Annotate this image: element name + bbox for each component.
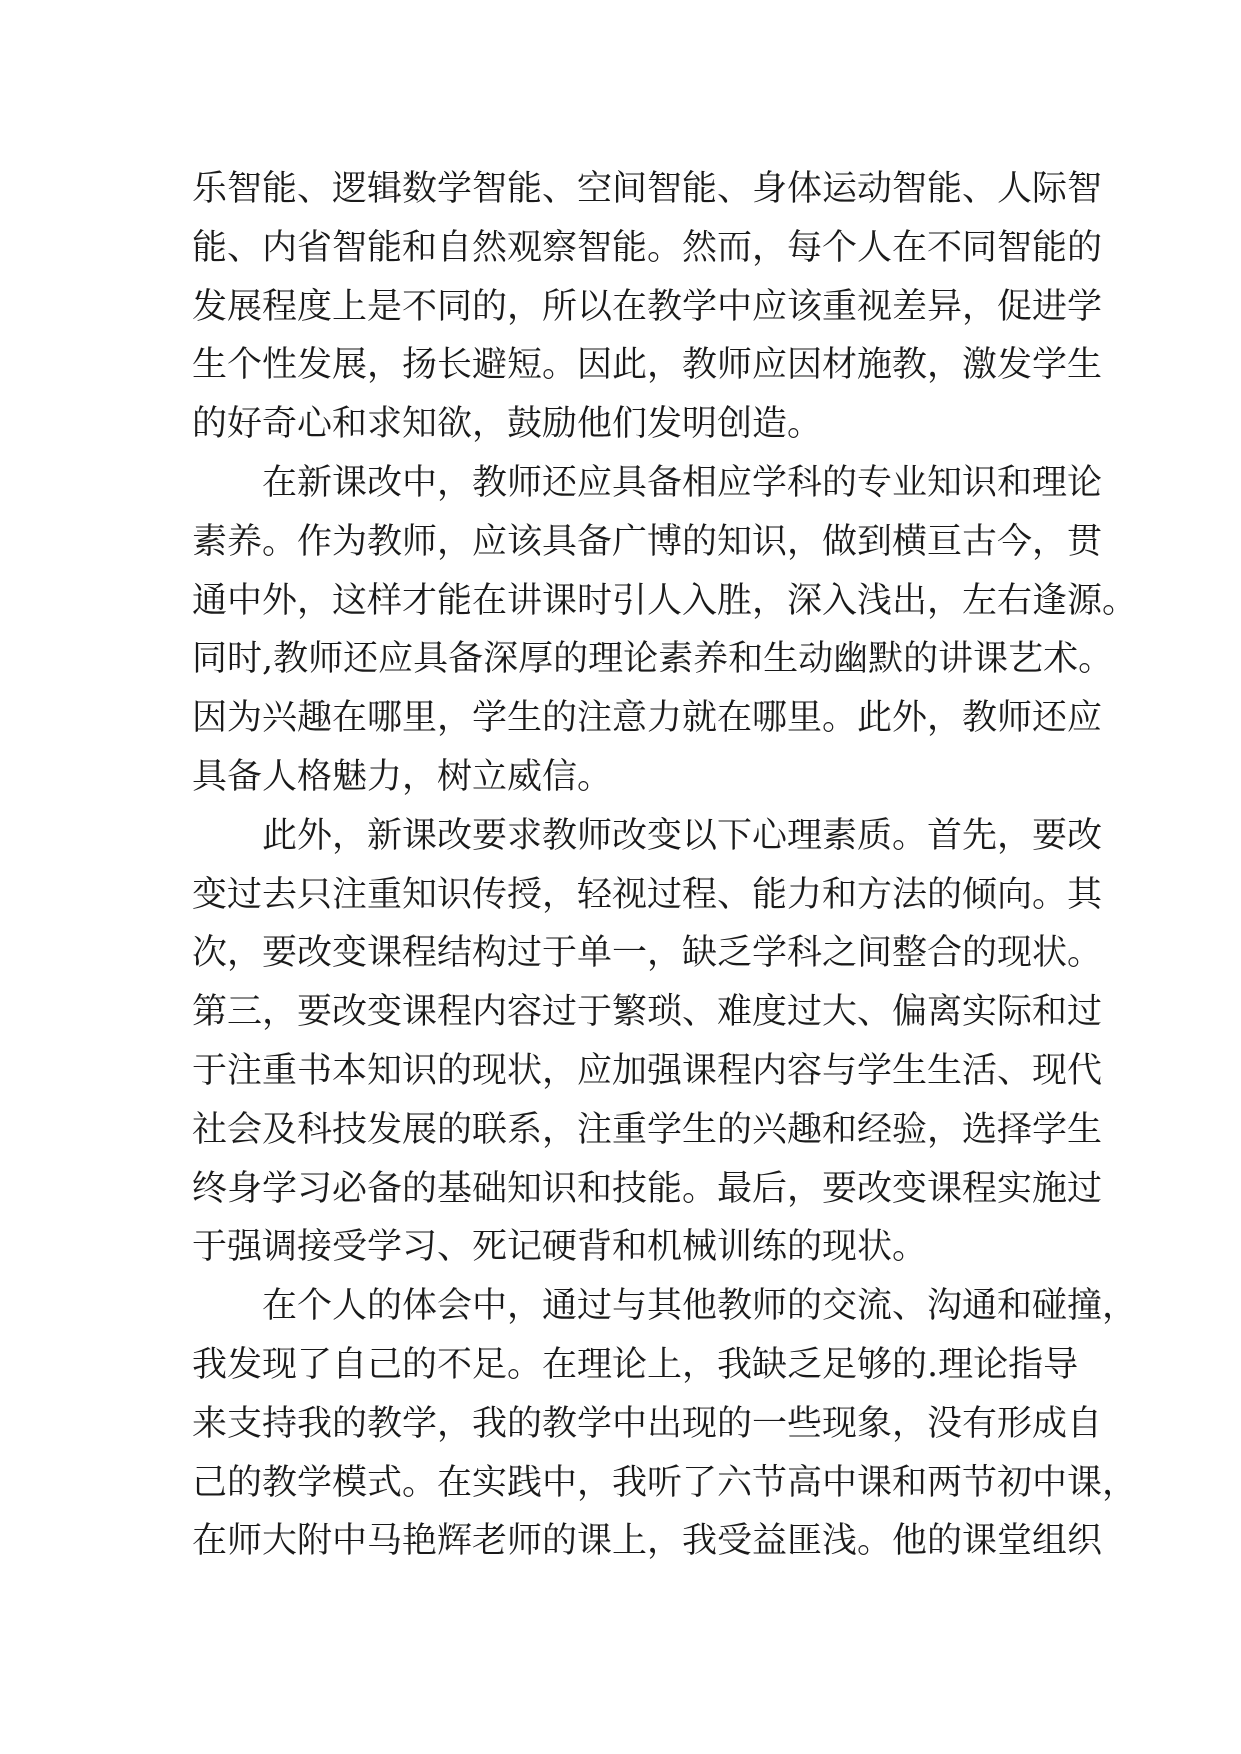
text-line: 第三，要改变课程内容过于繁琐、难度过大、偏离实际和过 [192,992,1103,1033]
text-line: 因为兴趣在哪里，学生的注意力就在哪里。此外，教师还应 [192,698,1103,739]
text-line: 此外，新课改要求教师改变以下心理素质。首先，要改 [262,815,1103,856]
text-line: 终身学习必备的基础知识和技能。最后，要改变课程实施过 [192,1168,1103,1209]
paragraph-2 [192,454,1138,807]
text-line: 通中外，这样才能在讲课时引人入胜，深入浅出，左右逢源。 [192,580,1138,621]
text-line: 社会及科技发展的联系，注重学生的兴趣和经验，选择学生 [192,1109,1103,1150]
paragraph-3 [192,807,1103,1277]
text-line: 生个性发展，扬长避短。因此，教师应因材施教，激发学生 [192,345,1103,386]
text-line: 具备人格魅力，树立威信。 [192,756,613,797]
text-line: 能、内省智能和自然观察智能。然而，每个人在不同智能的 [192,227,1103,268]
text-line: 在新课改中，教师还应具备相应学科的专业知识和理论 [262,462,1103,503]
text-line: 的好奇心和求知欲，鼓励他们发明创造。 [192,404,823,445]
text-line: 己的教学模式。在实践中，我听了六节高中课和两节初中课， [192,1462,1138,1503]
text-line: 变过去只注重知识传授，轻视过程、能力和方法的倾向。其 [192,874,1103,915]
text-line: 于注重书本知识的现状，应加强课程内容与学生生活、现代 [192,1050,1103,1091]
text-line: 我发现了自己的不足。在理论上，我缺乏足够的.理论指导 [192,1344,1079,1385]
paragraph-1 [192,160,1103,454]
text-line: 来支持我的教学，我的教学中出现的一些现象，没有形成自 [192,1403,1103,1444]
text-line: 发展程度上是不同的，所以在教学中应该重视差异，促进学 [192,286,1103,327]
text-line: 次，要改变课程结构过于单一，缺乏学科之间整合的现状。 [192,933,1103,974]
text-line: 在师大附中马艳辉老师的课上，我受益匪浅。他的课堂组织 [192,1521,1103,1562]
document-body [192,160,1138,1571]
text-line: 在个人的体会中，通过与其他教师的交流、沟通和碰撞， [262,1286,1138,1327]
text-line: 于强调接受学习、死记硬背和机械训练的现状。 [192,1227,928,1268]
text-line: 乐智能、逻辑数学智能、空间智能、身体运动智能、人际智 [192,169,1103,209]
text-line: 素养。作为教师，应该具备广博的知识，做到横亘古今，贯 [192,521,1103,562]
text-line: 同时,教师还应具备深厚的理论素养和生动幽默的讲课艺术。 [192,639,1114,680]
paragraph-4 [192,1277,1138,1571]
